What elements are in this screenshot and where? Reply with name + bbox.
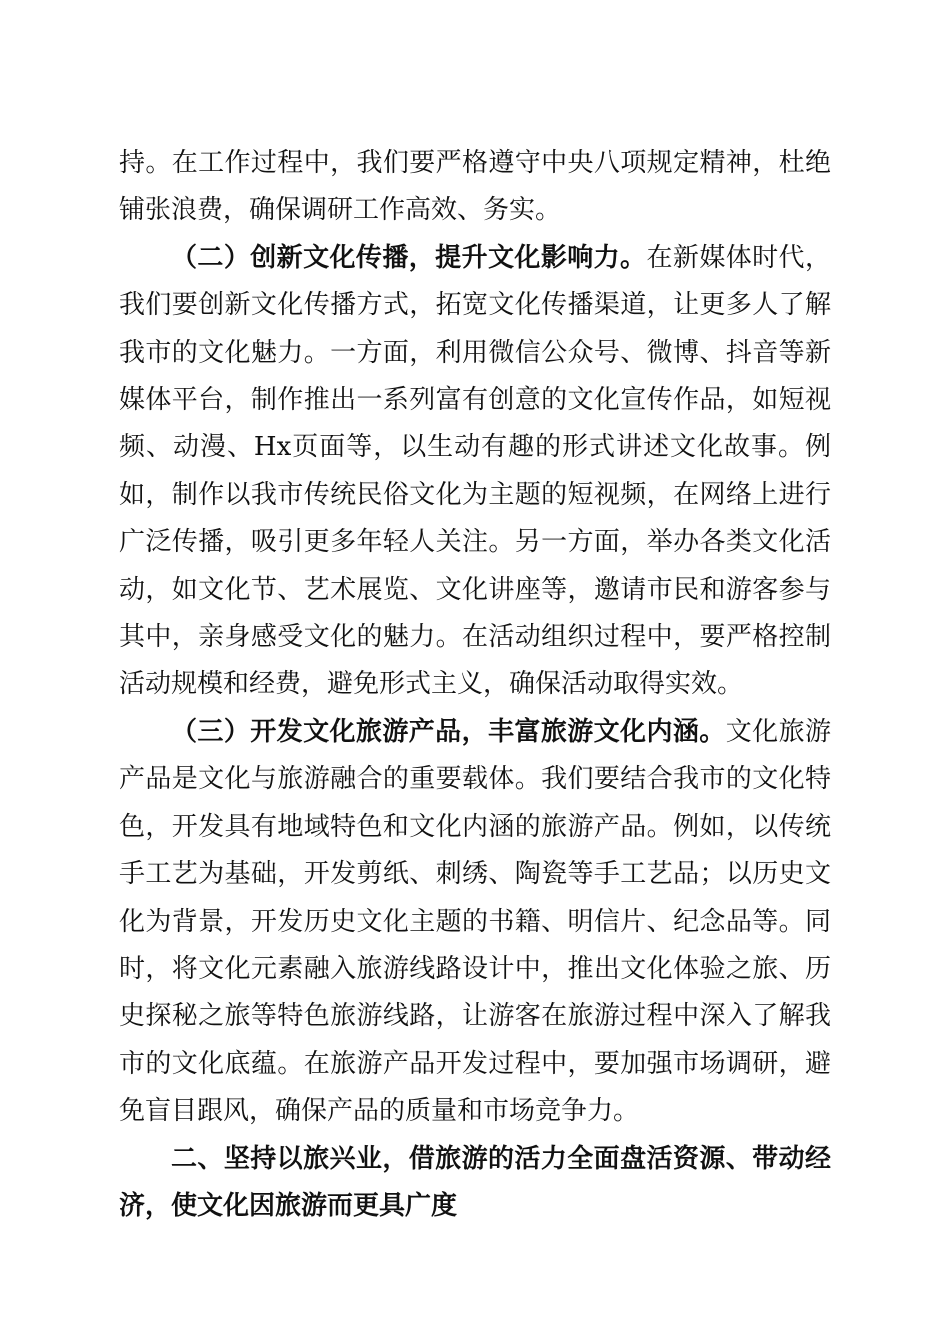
section-2-body: 在新媒体时代，我们要创新文化传播方式，拓宽文化传播渠道，让更多人了解我市的文化魅力。一方面，利用微信公众号、微博、抖音等新媒体平台，制作推出一系列富有创意的文化宣传作品，如短视频、动漫、Hx页面等，以生动有趣的形式讲述文化故事。例如，制作以我市传统民俗文化为主题的短视频，在网络上进行广泛传播，吸引更多年轻人关注。另一方面，举办各类文化活动，如文化节、艺术展览、文化讲座等，邀请市民和游客参与其中，亲身感受文化的魅力。在活动组织过程中，要严格控制活动规模和经费，避免形式主义，确保活动取得实效。 — [119, 242, 831, 700]
paragraph-section-2 — [119, 235, 831, 709]
document-body — [119, 140, 831, 1230]
section-3-lead: （三）开发文化旅游产品，丰富旅游文化内涵。 — [171, 716, 726, 747]
paragraph-section-3 — [119, 709, 831, 1136]
section-2-lead: （二）创新文化传播，提升文化影响力。 — [171, 242, 647, 273]
section-3-body: 文化旅游产品是文化与旅游融合的重要载体。我们要结合我市的文化特色，开发具有地域特色和文化内涵的旅游产品。例如，以传统手工艺为基础，开发剪纸、刺绣、陶瓷等手工艺品；以历史文化为背景，开发历史文化主题的书籍、明信片、纪念品等。同时，将文化元素融入旅游线路设计中，推出文化体验之旅、历史探秘之旅等特色旅游线路，让游客在旅游过程中深入了解我市的文化底蕴。在旅游产品开发过程中，要加强市场调研，避免盲目跟风，确保产品的质量和市场竞争力。 — [119, 716, 831, 1127]
paragraph-continuation: 持。在工作过程中，我们要严格遵守中央八项规定精神，杜绝铺张浪费，确保调研工作高效、务实。 — [119, 148, 831, 226]
section-heading-2: 二、坚持以旅兴业，借旅游的活力全面盘活资源、带动经济，使文化因旅游而更具广度 — [119, 1143, 831, 1221]
